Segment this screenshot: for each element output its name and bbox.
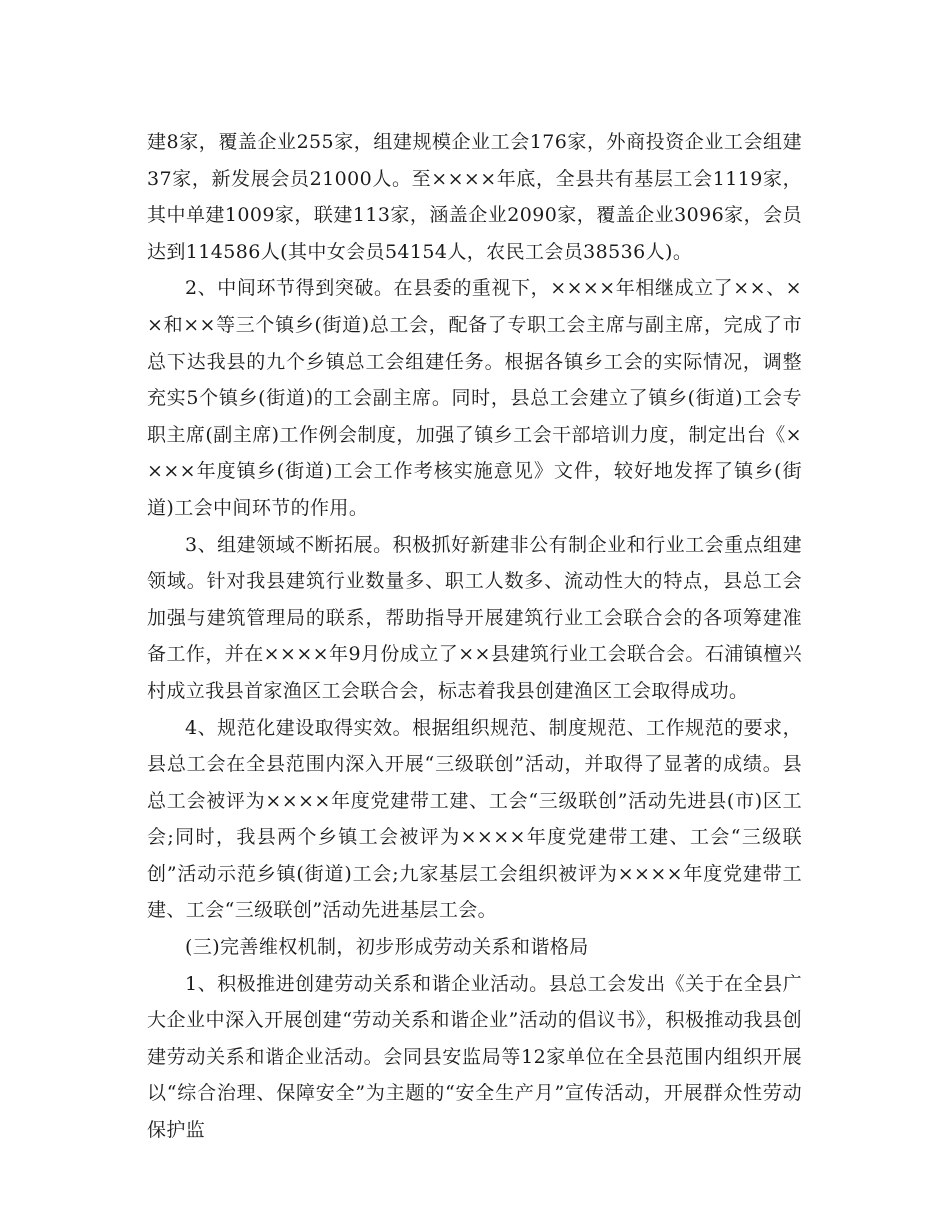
paragraph-continuation: 建8家，覆盖企业255家，组建规模企业工会176家，外商投资企业工会组建37家，新发展会员21000人。至××××年底，全县共有基层工会1119家，其中单建1009家，联建113家，涵盖企业2090家，覆盖企业3096家，会员达到114586人(其中女会员54154人，农民工会员38536人)。 — [147, 131, 802, 263]
paragraph-item-1: 1、积极推进创建劳动关系和谐企业活动。县总工会发出《关于在全县广大企业中深入开展创建“劳动关系和谐企业”活动的倡议书》，积极推动我县创建劳动关系和谐企业活动。会同县安监局等12家单位在全县范围内组织开展以“综合治理、保障安全”为主题的“安全生产月”宣传活动，开展群众性劳动保护监 — [147, 972, 802, 1142]
document-page — [147, 124, 802, 1149]
paragraph-item-2: 2、中间环节得到突破。在县委的重视下，××××年相继成立了××、××和××等三个镇乡(街道)总工会，配备了专职工会主席与副主席，完成了市总下达我县的九个乡镇总工会组建任务。根据各镇乡工会的实际情况，调整充实5个镇乡(街道)的工会副主席。同时，县总工会建立了镇乡(街道)工会专职主席(副主席)工作例会制度，加强了镇乡工会干部培训力度，制定出台《××××年度镇乡(街道)工会工作考核实施意见》文件，较好地发挥了镇乡(街道)工会中间环节的作用。 — [147, 277, 802, 519]
paragraph-item-4: 4、规范化建设取得实效。根据组织规范、制度规范、工作规范的要求，县总工会在全县范围内深入开展“三级联创”活动，并取得了显著的成绩。县总工会被评为××××年度党建带工建、工会“三级联创”活动先进县(市)区工会;同时，我县两个乡镇工会被评为××××年度党建带工建、工会“三级联创”活动示范乡镇(街道)工会;九家基层工会组织被评为××××年度党建带工建、工会“三级联创”活动先进基层工会。 — [147, 716, 802, 922]
section-heading: (三)完善维权机制，初步形成劳动关系和谐格局 — [185, 936, 589, 959]
paragraph-item-3: 3、组建领域不断拓展。积极抓好新建非公有制企业和行业工会重点组建领域。针对我县建筑行业数量多、职工人数多、流动性大的特点，县总工会加强与建筑管理局的联系，帮助指导开展建筑行业工会联合会的各项筹建准备工作，并在××××年9月份成立了××县建筑行业工会联合会。石浦镇檀兴村成立我县首家渔区工会联合会，标志着我县创建渔区工会取得成功。 — [147, 533, 802, 702]
